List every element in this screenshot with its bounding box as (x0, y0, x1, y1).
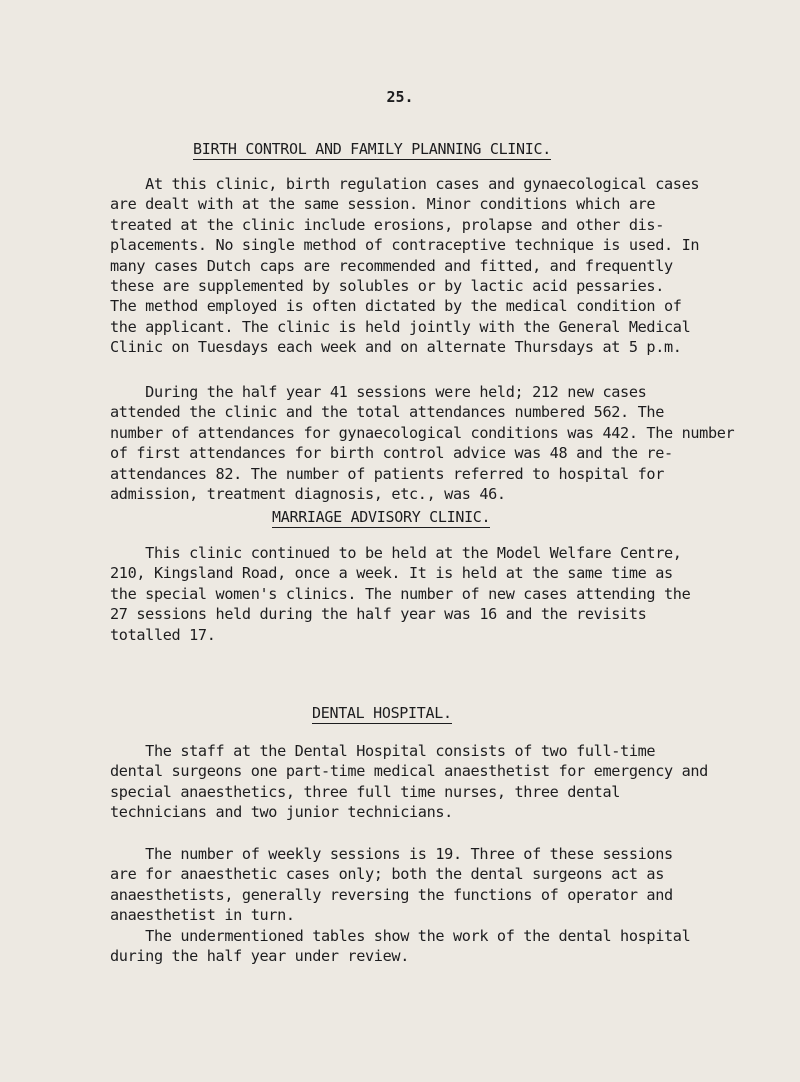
dental-paragraph-2: The number of weekly sessions is 19. Three of these sessions are for anaesthetic cases only; both the dental surgeons act as anaesthetists, generally reversing the functions of operator and anaesthetist in turn. (110, 845, 673, 925)
heading-birth-control-clinic (193, 140, 551, 158)
heading-dental-hospital (312, 704, 452, 722)
heading-birth-control-clinic-text: BIRTH CONTROL AND FAMILY PLANNING CLINIC. (193, 140, 551, 158)
heading-marriage-advisory-clinic-text: MARRIAGE ADVISORY CLINIC. (272, 508, 491, 526)
birth-control-paragraph-2: During the half year 41 sessions were held; 212 new cases attended the clinic and the total attendances numbered 562. The number of attendances for gynaecological conditions was 442. The number of first attendances for birth control advice was 48 and the re- attendances 82. The number of patients referred to hospital for admission, treatment diagnosis, etc., was 46. (110, 383, 735, 504)
marriage-paragraph-1: This clinic continued to be held at the Model Welfare Centre, 210, Kingsland Road, once a week. It is held at the same time as the special women's clinics. The number of new cases attending the 27 sessions held during the half year was 16 and the revisits totalled 17. (110, 544, 691, 644)
heading-dental-hospital-text: DENTAL HOSPITAL. (312, 704, 452, 722)
heading-marriage-advisory-clinic (272, 508, 490, 526)
dental-paragraph-3: The undermentioned tables show the work of the dental hospital during the half year under review. (110, 927, 691, 966)
birth-control-paragraph-1: At this clinic, birth regulation cases and gynaecological cases are dealt with at the same session. Minor conditions which are treated at the clinic include erosions, prolapse and other dis- placements. No single method of contraceptive technique is used. In many cases Dutch caps are recommended and fitted, and frequently these are supplemented by solubles or by lactic acid pessaries. The method employed is often dictated by the medical condition of the applicant. The clinic is held jointly with the General Medical Clinic on Tuesdays each week and on alternate Thursdays at 5 p.m. (110, 175, 700, 357)
page-number: 25. (386, 88, 414, 106)
dental-paragraph-1: The staff at the Dental Hospital consists of two full-time dental surgeons one part-time medical anaesthetist for emergency and special anaesthetics, three full time nurses, three dental technicians and two junior technicians. (110, 742, 708, 822)
